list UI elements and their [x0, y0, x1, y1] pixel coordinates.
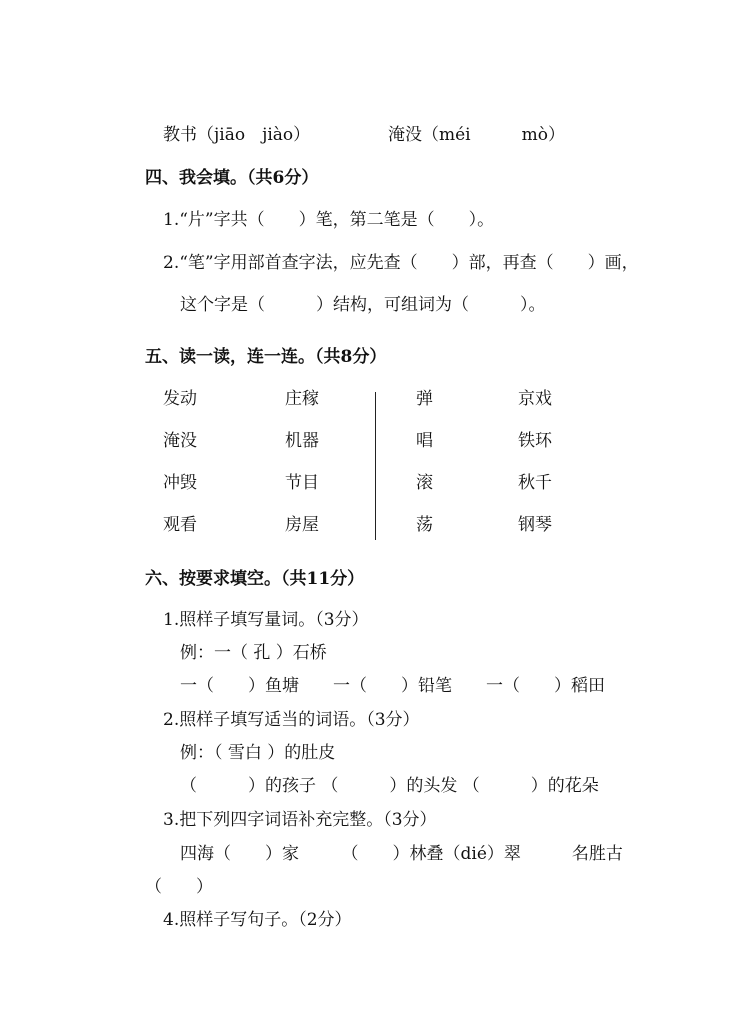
match-word[interactable]: 荡 — [416, 515, 433, 535]
match-word[interactable]: 唱 — [416, 431, 433, 451]
section5-title: 五、读一读，连一连。（共8分） — [145, 347, 387, 367]
section6-question-3: 3.把下列四字词语补充完整。（3分） — [163, 810, 437, 830]
match-word[interactable]: 弹 — [416, 389, 433, 409]
match-word[interactable]: 滚 — [416, 473, 433, 493]
section4-title: 四、我会填。（共6分） — [145, 168, 319, 188]
section6-question-1: 1.照样子填写量词。（3分） — [163, 610, 369, 630]
match-word[interactable]: 钢琴 — [518, 515, 552, 535]
match-word[interactable]: 观看 — [163, 515, 197, 535]
section4-question-2: 2.“笔”字用部首查字法，应先查（ ）部，再查（ ）画， — [163, 253, 639, 273]
section6-title: 六、按要求填空。（共11分） — [145, 569, 365, 589]
match-divider — [375, 392, 376, 540]
section6-question-3-wrap: （ ） — [145, 877, 213, 897]
match-word[interactable]: 冲毁 — [163, 473, 197, 493]
section6-question-2-example: 例：（ 雪白 ）的肚皮 — [180, 743, 336, 763]
match-word[interactable]: 淹没 — [163, 431, 197, 451]
section6-question-2: 2.照样子填写适当的词语。（3分） — [163, 710, 420, 730]
match-word[interactable]: 铁环 — [518, 431, 552, 451]
match-word[interactable]: 房屋 — [285, 515, 319, 535]
section4-question-2-cont: 这个字是（ ）结构，可组词为（ ）。 — [180, 295, 546, 315]
section6-question-3-items: 四海（ ）家 （ ）林叠（dié）翠 名胜古 — [180, 844, 623, 864]
match-word[interactable]: 发动 — [163, 389, 197, 409]
match-word[interactable]: 机器 — [285, 431, 319, 451]
match-word[interactable]: 庄稼 — [285, 389, 319, 409]
section6-question-1-example: 例：一（ 孔 ）石桥 — [180, 643, 327, 663]
match-word[interactable]: 京戏 — [518, 389, 552, 409]
section6-question-2-items: （ ）的孩子 （ ）的头发 （ ）的花朵 — [180, 776, 599, 796]
section4-question-1: 1.“片”字共（ ）笔，第二笔是（ ）。 — [163, 210, 495, 230]
section6-question-4: 4.照样子写句子。（2分） — [163, 910, 352, 930]
match-word[interactable]: 秋千 — [518, 473, 552, 493]
pinyin-choice-yanmo: 淹没（méi mò） — [388, 125, 565, 145]
pinyin-choice-jiaoshu: 教书（jiāo jiào） — [163, 125, 311, 145]
section6-question-1-items: 一（ ）鱼塘 一（ ）铅笔 一（ ）稻田 — [180, 676, 605, 696]
match-word[interactable]: 节目 — [285, 473, 319, 493]
